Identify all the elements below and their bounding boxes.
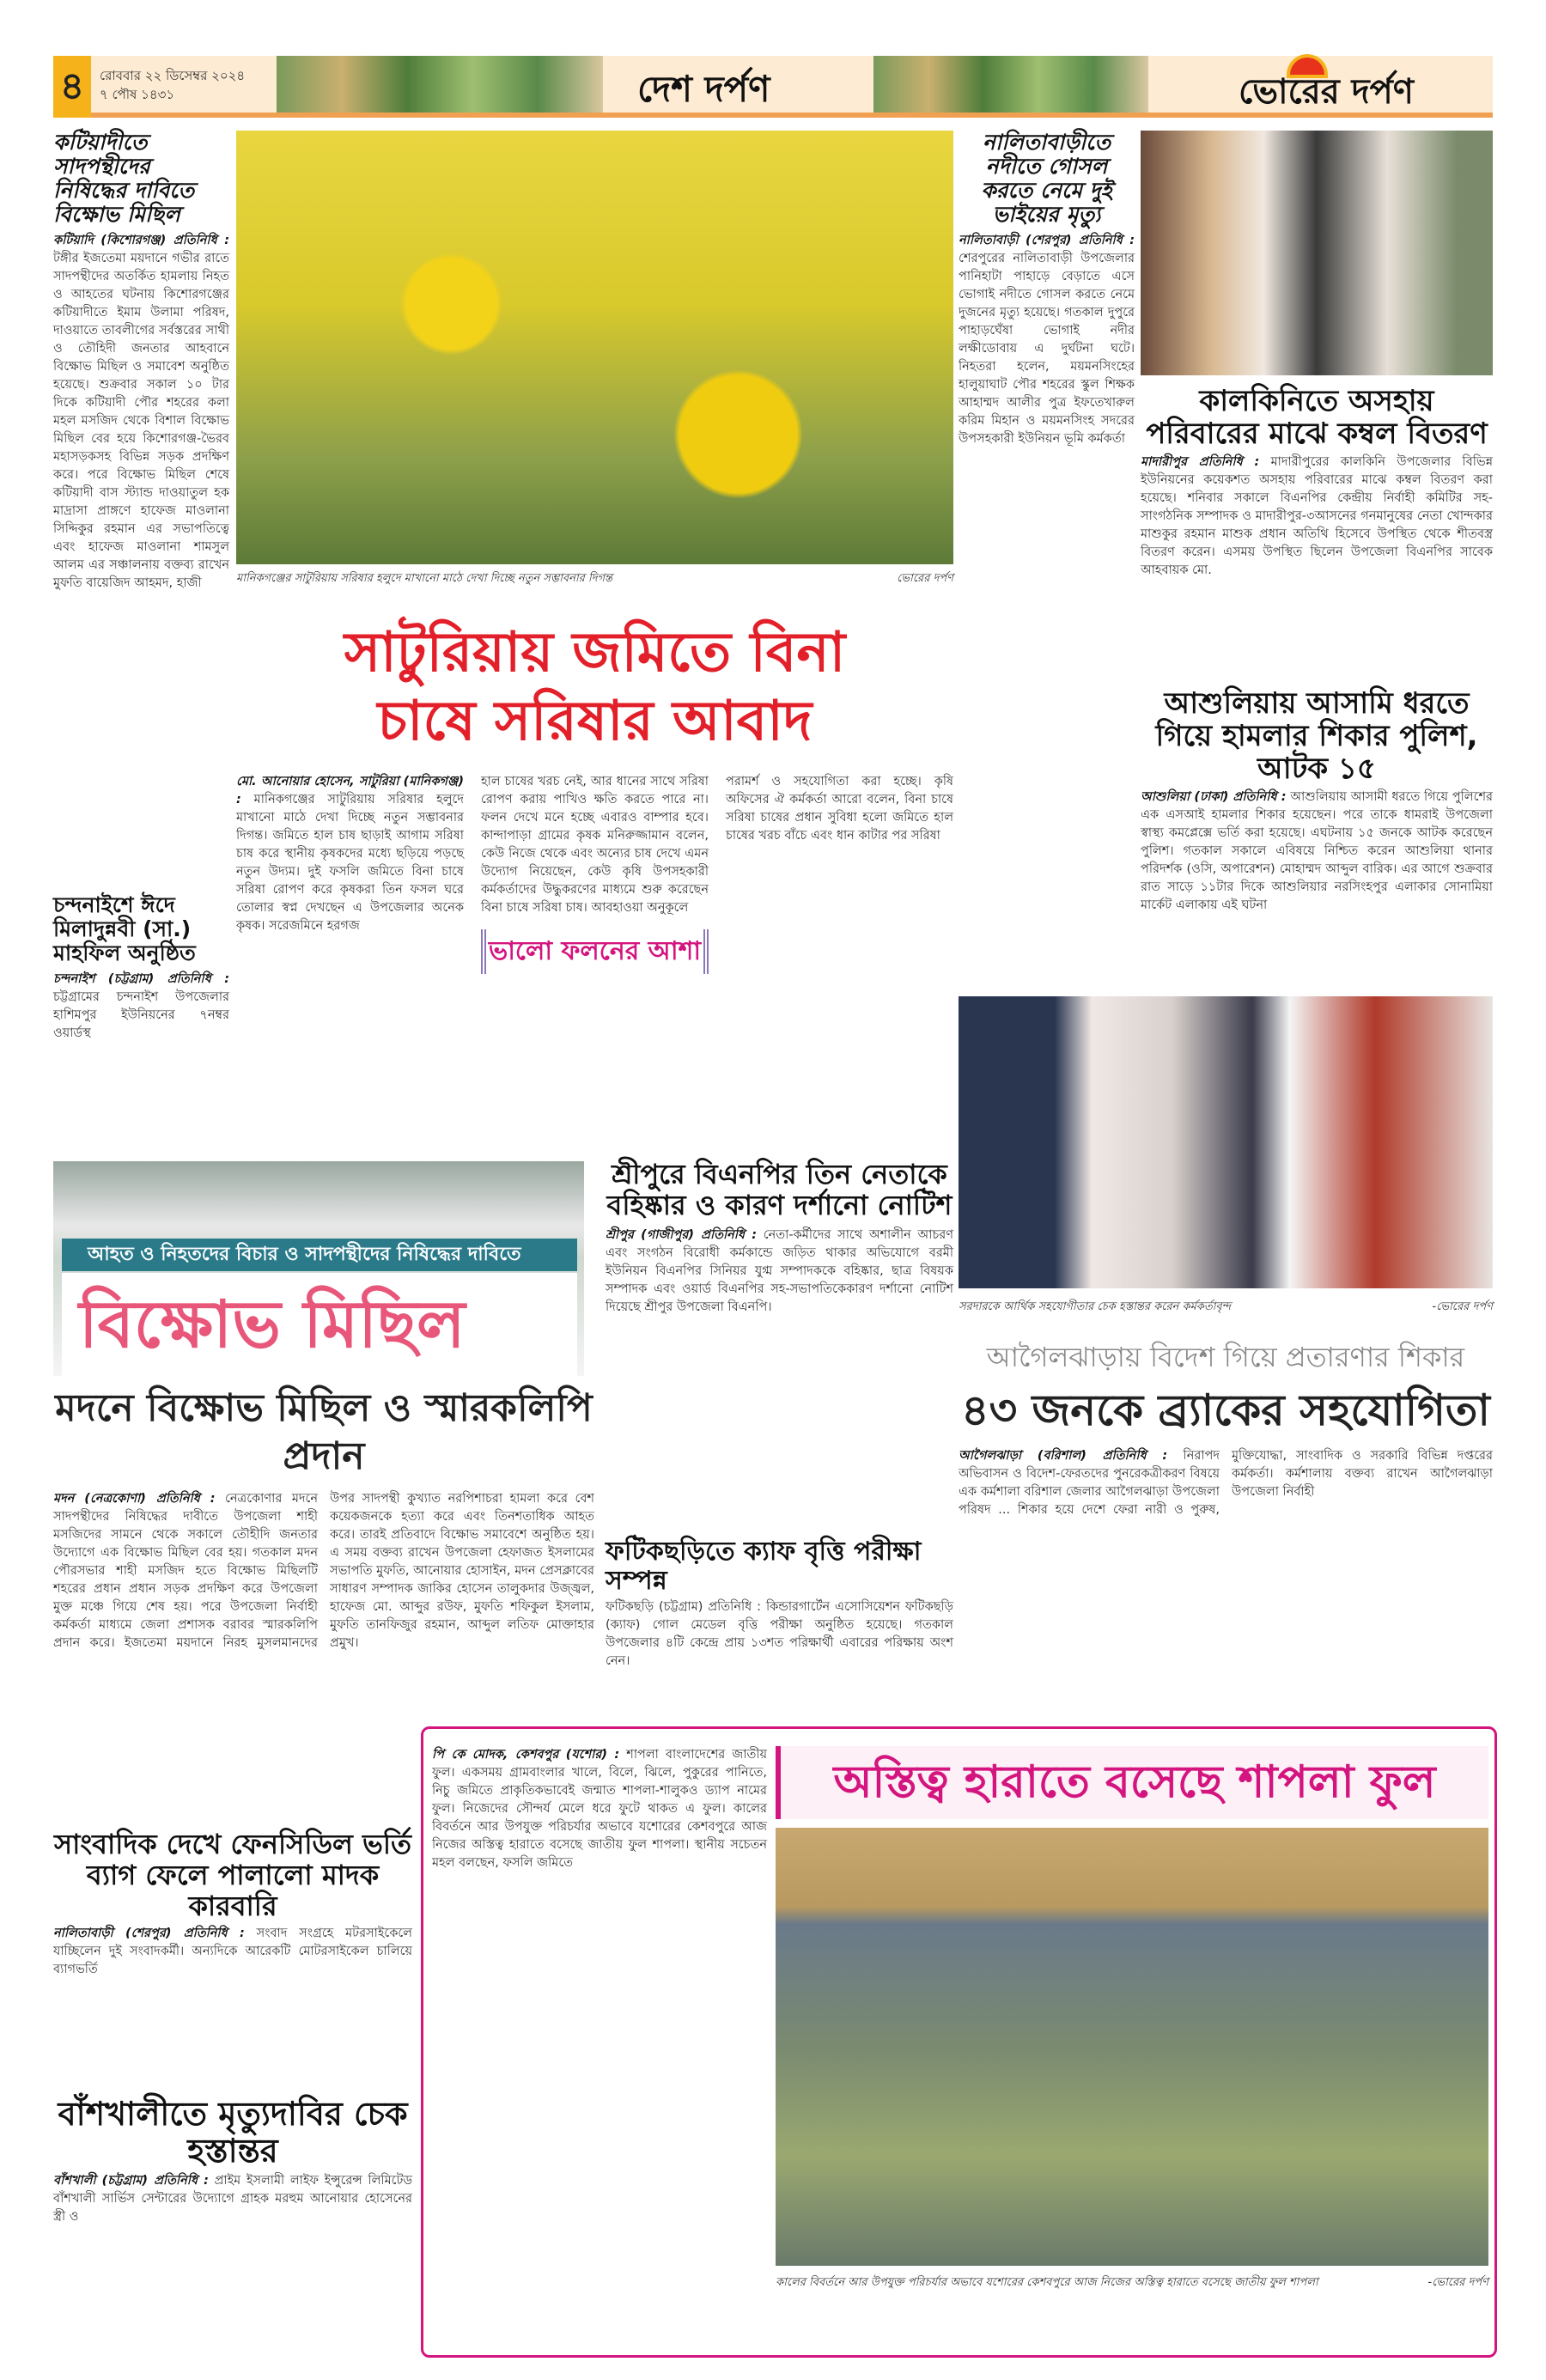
story-shapla-body [432, 1746, 767, 1872]
headline: সাংবাদিক দেখে ফেনসিডিল ভর্তি ব্যাগ ফেলে পালালো মাদক কারবারি [53, 1828, 412, 1922]
main-headline [236, 618, 953, 756]
story-fatikchhari [606, 1537, 953, 1671]
story-body: চট্টগ্রামের চন্দনাইশ উপজেলার হাশিমপুর ইউনিয়নের ৭নম্বর ওয়ার্ডস্থ [53, 990, 229, 1040]
story-body: পরামর্শ ও সহযোগিতা করা হচ্ছে। কৃষি অফিসের ঐ কর্মকর্তা আরো বলেন, বিনা চাষে সরিষা চাষের প্রধান সুবিধা হলো জমিতে হাল চাষের খরচ বাঁচে এবং ধান কাটার পর সরিষা [726, 775, 953, 843]
main-story-body [236, 773, 953, 1151]
story-brac [959, 1447, 1493, 1519]
newspaper-logo: ভোরের দর্পণ [1239, 72, 1414, 112]
section-title: দেশ দর্পণ [637, 68, 770, 110]
shapla-feature-box [421, 1726, 1497, 2358]
story-sreepur [606, 1160, 953, 1317]
story-madan [53, 1490, 594, 1653]
photo-caption [236, 570, 953, 588]
dateline: ফটিকছড়ি (চট্টগ্রাম) প্রতিনিধি : [606, 1600, 762, 1615]
brac-event-photo [959, 996, 1493, 1288]
water-lily-photo [776, 1828, 1488, 2266]
story-katiadi [53, 131, 229, 593]
date-block [100, 66, 245, 104]
dateline: পি কে মোদক, কেশবপুর (যশোর) : [432, 1748, 620, 1762]
banner-title: বিক্ষোভ মিছিল [62, 1273, 577, 1376]
mustard-field-photo [236, 131, 953, 564]
headline-line: চাষে সরিষার আবাদ [377, 690, 813, 753]
dateline: আশুলিয়া (ঢাকা) প্রতিনিধি : [1141, 790, 1287, 805]
story-kalkini [1141, 385, 1493, 580]
protest-march-photo [53, 1161, 584, 1376]
brac-kicker: আগৈলঝাড়ায় বিদেশ গিয়ে প্রতারণার শিকার [986, 1341, 1465, 1373]
caption-text: সরদারকে আর্থিক সহযোগীতার চেক হস্তান্তর করেন কর্মকর্তাবৃন্দ [959, 1300, 1232, 1313]
byline: মো. আনোয়ার হোসেন, সাটুরিয়া (মানিকগঞ্জ) : [236, 775, 464, 807]
story-body: আশুলিয়ায় আসামী ধরতে গিয়ে পুলিশের এক এসআই হামলার শিকার হয়েছেন। পরে তাকে ধামরাই উপজেলা স্বাস্থ্য কমপ্লেক্সে ভর্তি করা হয়েছে। এঘটনায় ১৫ জনকে আটক করেছেন পুলিশ। গতকাল সকালে এবিষয়ে নিশ্চিত করেন আশুলিয়া থানার পরিদর্শক (ওসি, অপারেশন) মোহাম্মদ আব্দুল বারিক। এর আগে শুক্রবার রাত সাড়ে ১১টার দিকে আশুলিয়ার নরসিংহপুর এলাকার সোনামিয়া মার্কেট এলাকায় এই ঘটনা [1141, 790, 1493, 913]
photo-credit: -ভোরের দর্পণ [1432, 1300, 1493, 1313]
story-body: প্রাইম ইসলামী লাইফ ইন্সুরেন্স লিমিটেড বাঁশখালী সার্ভিস সেন্টারের উদ্যোগে গ্রাহক মরহুম আনোয়ার হোসেনের স্ত্রী ও [53, 2174, 413, 2225]
caption-text: কালের বিবর্তনে আর উপযুক্ত পরিচর্যার অভাবে যশোরের কেশবপুরে আজ নিজের অস্তিত্ব হারাতে বসেছে জাতীয় ফুল শাপলা [776, 2276, 1318, 2289]
story-body: শেরপুরের নালিতাবাড়ী উপজেলার পানিহাটা পাহাড়ে বেড়াতে এসে ভোগাই নদীতে গোসল করতে নেমে দুজনের মৃত্যু হয়েছে। গতকাল দুপুরে পাহাড়ঘেঁষা ভোগাই নদীর লক্ষীডোবায় এ দুর্ঘটনা ঘটে। নিহতরা হলেন, ময়মনসিংহের হালুয়াঘাট পৌর শহরের স্কুল শিক্ষক আহাম্মদ আলীর পুত্র ইফতেখারুল করিম মিহান ও ময়মনসিংহ সদরের উপসহকারী ইউনিয়ন ভূমি কর্মকর্তা [959, 252, 1135, 446]
madan-headline: মদনে বিক্ষোভ মিছিল ও স্মারকলিপি প্রদান [55, 1386, 593, 1478]
photo-credit: ভোরের দর্পণ [897, 572, 953, 585]
headline: শ্রীপুরে বিএনপির তিন নেতাকে বহিষ্কার ও কারণ দর্শানো নোটিশ [606, 1158, 953, 1221]
blanket-distribution-photo [1141, 131, 1493, 375]
dateline: বাঁশখালী (চট্টগ্রাম) প্রতিনিধি : [53, 2174, 209, 2188]
dateline: শ্রীপুর (গাজীপুর) প্রতিনিধি : [606, 1227, 758, 1242]
story-body: মানিকগঞ্জের সাটুরিয়ায় সরিষার হলুদে মাখানো মাঠে দেখা দিচ্ছে নতুন সম্ভাবনার দিগন্ত। জমিতে হাল চাষ ছাড়াই আগাম সরিষা চাষ করে স্থানীয় কৃষকদের মধ্যে ছড়িয়ে পড়ছে নতুন উদ্যম। দুই ফসলি জমিতে বিনা চাষে সরিষা রোপণ করে কৃষকরা তিন ফসল ঘরে তোলার স্বপ্ন দেখছেন এ উপজেলার অনেক কৃষক। সরেজমিনে হরগজ [236, 793, 464, 933]
headline: কটিয়াদীতে সাদপন্থীদের নিষিদ্ধের দাবিতে বিক্ষোভ মিছিল [53, 130, 195, 227]
header-photo-strip-left [277, 56, 603, 113]
headline-line: সাটুরিয়ায় জমিতে বিনা [344, 621, 846, 685]
banner-text: আহত ও নিহতদের বিচার ও সাদপন্থীদের নিষিদ্ধের দাবিতে [62, 1239, 577, 1271]
story-body: মাদারীপুরের কালকিনি উপজেলার বিভিন্ন ইউনিয়নের কয়েকশত অসহায় পরিবারের মাঝে কম্বল বিতরণ করা হয়েছে। শনিবার সকালে বিএনপির কেন্দ্রীয় নির্বাহী কমিটির সহ-সাংগঠনিক সম্পাদক ও মাদারীপুর-৩আসনের গনমানুষের নেতা খোন্দকার মাশুকুর রহমান মাশুক প্রধান অতিথি হিসেবে উপস্থিত থেকে শীতবস্ত্র বিতরণ করেন। এসময় উপস্থিত ছিলেন উপজেলা বিএনপির সাবেক আহবায়ক মো. [1141, 455, 1493, 578]
story-body: নিরাপদ অভিবাসন ও বিদেশ-ফেরতদের পুনরেকত্রীকরণ বিষয়ে এক কর্মশালা বরিশাল জেলার আগৈলঝাড়া উপজেলা পরিষদ ... শিকার হয়ে দেশে ফেরা নারী ও পুরুষ, মুক্তিযোদ্ধা, সাংবাদিক ও সরকারি বিভিন্ন দপ্তরের কর্মকর্তা। কর্মশালায় বক্তব্য রাখেন আগৈলঝাড়া উপজেলা নির্বাহী [959, 1449, 1493, 1517]
shapla-headline: অস্তিত্ব হারাতে বসেছে শাপলা ফুল [776, 1746, 1488, 1819]
story-ashulia [1141, 687, 1493, 915]
dateline: আগৈলঝাড়া (বরিশাল) প্রতিনিধি : [959, 1449, 1168, 1463]
pull-quote: ভালো ফলনের আশা [481, 929, 709, 974]
story-banshkhali [53, 2096, 412, 2226]
headline: নালিতাবাড়ীতে নদীতে গোসল করতে নেমে দুই ভাইয়ের মৃত্যু [981, 130, 1112, 227]
brac-headline: ৪৩ জনকে ব্র্যাকের সহযোগিতা [961, 1385, 1490, 1435]
dateline: নালিতাবাড়ী (শেরপুর) প্রতিনিধি : [959, 234, 1135, 247]
photo-credit: -ভোরের দর্পণ [1427, 2276, 1488, 2289]
main-story-column-2 [481, 773, 709, 974]
headline: কালকিনিতে অসহায় পরিবারের মাঝে কম্বল বিতরণ [1146, 384, 1488, 452]
dateline: চন্দনাইশ (চট্টগ্রাম) প্রতিনিধি : [53, 972, 229, 986]
dateline: মাদারীপুর প্রতিনিধি : [1141, 455, 1260, 470]
dateline: কটিয়াদি (কিশোরগঞ্জ) প্রতিনিধি : [53, 234, 229, 247]
photo-caption [959, 1299, 1493, 1317]
story-body: কিন্ডারগার্টেন এসোসিয়েশন ফটিকছড়ি (ক্যাফ) গোল মেডেল বৃত্তি পরীক্ষা অনুষ্ঠিত হয়েছে। গতকাল উপজেলার ৪টি কেন্দ্রে প্রায় ১৩শত পরিক্ষার্থী এবারের পরিক্ষায় অংশ নেন। [606, 1600, 954, 1669]
header-photo-strip-right [873, 56, 1148, 113]
date-bengali: ৭ পৌষ ১৪৩১ [100, 87, 175, 102]
dateline: নালিতাবাড়ী (শেরপুর) প্রতিনিধি : [53, 1927, 245, 1941]
headline: বাঁশখালীতে মৃত্যুদাবির চেক হস্তান্তর [58, 2095, 408, 2170]
story-body: সংবাদ সংগ্রহে মটরসাইকেলে যাচ্ছিলেন দুই সংবাদকর্মী। অন্যদিকে আরেকটি মোটরসাইকেল চালিয়ে ব্যাগভর্তি [53, 1927, 412, 1977]
story-nalitabari [959, 131, 1135, 448]
story-body: শাপলা বাংলাদেশের জাতীয় ফুল। একসময় গ্রামবাংলার খালে, বিলে, ঝিলে, পুকুরের পানিতে, নিচু জমিতে প্রাকৃতিকভাবেই জন্মাত শাপলা-শালুকও ড্যাপ নামের ফুল। নিজেদের সৌন্দর্য মেলে ধরে ফুটে থাকত এ ফুল। কালের বিবর্তনে আর উপযুক্ত পরিচর্যার অভাবে যশোরের কেশবপুরে আজ নিজের অস্তিত্ব হারাতে বসেছে জাতীয় ফুল শাপলা। স্থানীয় সচেতন মহল বলছেন, ফসলি জমিতে [432, 1748, 768, 1870]
story-body: হাল চাষের খরচ নেই, আর ধানের সাথে সরিষা রোপণ করায় পাখিও ক্ষতি করতে পারে না। ফলন দেখে মনে হচ্ছে এবারও বাম্পার হবে। কান্দাপাড়া গ্রামের কৃষক মনিরুজ্জামান বলেন, কেউ নিজে থেকে এবং অন্যের চাষ দেখে এমন উদ্যোগ নিয়েছেন, কেউ কৃষি উপসহকারী কর্মকর্তাদের উদ্ধুকরণের মাধ্যমে শুরু করেছেন বিনা চাষে সরিষা চাষ। আবহাওয়া অনুকূলে [481, 775, 709, 915]
page-header [53, 56, 1493, 118]
headline: আশুলিয়ায় আসামি ধরতে গিয়ে হামলার শিকার পুলিশ, আটক ১৫ [1155, 686, 1478, 787]
story-body: নেতা-কর্মীদের সাথে অশালীন আচরণ এবং সংগঠন বিরোধী কর্মকান্ডে জড়িত থাকার অভিযোগে বরমী ইউনিয়ন বিএনপির সিনিয়র যুগ্ম সম্পাদককে বহিষ্কার, ছাত্র বিষয়ক সম্পাদক এবং ওয়ার্ড বিএনপির সহ-সভাপতিকেকারণ দর্শানো নোটিশ দিয়েছে শ্রীপুর উপজেলা বিএনপি। [606, 1227, 953, 1314]
headline: ফটিকছড়িতে ক্যাফ বৃত্তি পরীক্ষা সম্পন্ন [606, 1537, 922, 1596]
story-body: টঙ্গীর ইজতেমা ময়দানে গভীর রাতে সাদপন্থীদের অতর্কিত হামলায় নিহত ও আহতের ঘটনায় কিশোরগঞ্জের কটিয়াদীতে ইমাম উলামা পরিষদ, দাওয়াতে তাবলীগের সর্বস্তরের সাথী ও তৌহিদী জনতার আহবানে বিক্ষোভ মিছিল ও সমাবেশ অনুষ্ঠিত হয়েছে। শুক্রবার সকাল ১০ টার দিকে কটিয়াদী পৌর শহরের কলা মহল মসজিদ থেকে বিশাল বিক্ষোভ মিছিল বের হয়ে কিশোরগঞ্জ-ভৈরব মহাসড়কসহ বিভিন্ন সড়ক প্রদক্ষিণ করে। পরে বিক্ষোভ মিছিল শেষে কটিয়াদী বাস স্ট্যান্ড দাওয়াতুল হক মাদ্রাসা প্রাঙ্গণে হাফেজ মাওলানা সিদ্দিকুর রহমান এর সভাপতিত্বে এবং হাফেজ মাওলানা শামসুল আলম এর সঞ্চালনায় বক্তব্য রাখেন মুফতি বায়েজিদ আহমদ, হাজী [53, 252, 229, 590]
story-fensidil [53, 1829, 412, 1979]
caption-text: মানিকগঞ্জের সাটুরিয়ায় সরিষার হলুদে মাখানো মাঠে দেখা দিচ্ছে নতুন সম্ভাবনার দিগন্ত [236, 572, 612, 585]
page-number: ৪ [53, 56, 91, 118]
headline: চন্দনাইশে ঈদে মিলাদুন্নবী (সা.) মাহফিল অনুষ্ঠিত [53, 892, 196, 965]
photo-caption [776, 2274, 1488, 2292]
date-gregorian: রোববার ২২ ডিসেম্বর ২০২৪ [100, 68, 246, 83]
story-body: নেত্রকোণার মদনে সাদপন্থীদের নিষিদ্ধের দাবীতে উপজেলা শাহী মসজিদের সামনে থেকে সকালে তৌহীদি জনতার উদ্যোগে এক বিক্ষোভ মিছিল বের হয়। গতকাল মদন পৌরসভার শাহী মসজিদ হতে বিক্ষোভ মিছিলটি শহরের প্রধান প্রধান সড়ক প্রদক্ষিণ করে উপজেলা মুক্ত মঞ্চে গিয়ে শেষ হয়। পরে উপজেলা নির্বাহী কর্মকর্তা মাধ্যমে জেলা প্রশাসক বরাবর স্মারকলিপি প্রদান করে। ইজতেমা ময়দানে নিরহ মুসলমানদের উপর সাদপন্থী কুখ্যাত নরপিশাচরা হামলা করে বেশ কয়েকজনকে হত্যা করে এবং তিনশতাধিক আহত করে। তারই প্রতিবাদে বিক্ষোভ সমাবেশে অনুষ্ঠিত হয়। এ সময় বক্তব্য রাখেন উপজেলা হেফাজত ইসলামের সভাপতি মুফতি, আনোয়ার হোসাইন, মদন প্রেসক্লাবের সাধারণ সম্পাদক জাকির হোসেন তালুকদার উজ্জ্বল, হাফেজ মো. আব্দুর রউফ, মুফতি শফিকুল ইসলাম, মুফতি তানফিজুর রহমান, আব্দুল লতিফ মোক্তাহার প্রমুখ। [53, 1492, 594, 1650]
story-chandanaish [53, 893, 229, 1043]
dateline: মদন (নেত্রকোণা) প্রতিনিধি : [53, 1492, 216, 1506]
